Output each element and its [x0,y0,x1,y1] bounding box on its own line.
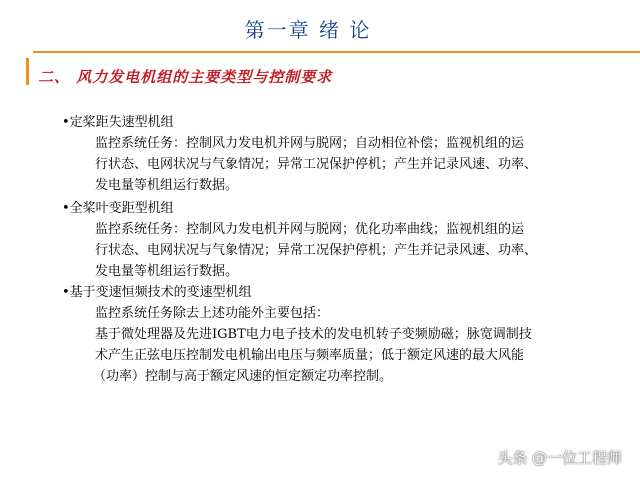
body-line: 发电量等机组运行数据。 [95,178,239,193]
body-line: （功率）控制与高于额定风速的恒定额定功率控制。 [93,369,393,384]
block-body [95,133,582,196]
left-accent-bar [26,58,29,85]
body-line: 行状态、电网状况与气象情况；异常工况保护停机；产生并记录风速、功率、 [95,243,538,258]
block-variable-speed [62,282,582,387]
body-line: 监控系统任务除去上述功能外主要包括： [95,306,330,321]
block-title: •定桨距失速型机组 [62,115,174,130]
body-line: 监控系统任务：控制风力发电机并网与脱网；优化功率曲线；监视机组的运 [95,222,525,237]
section-heading: 二、 风力发电机组的主要类型与控制要求 [38,68,333,86]
block-title: •基于变速恒频技术的变速型机组 [62,285,252,300]
chapter-title: 第一章 绪 论 [244,18,372,42]
body-line: 行状态、电网状况与气象情况；异常工况保护停机；产生并记录风速、功率、 [95,157,538,172]
block-variable-pitch [62,198,582,282]
top-divider [33,51,640,53]
block-fixed-pitch [62,112,582,196]
body-line: 发电量等机组运行数据。 [95,264,239,279]
watermark: 头条 @一位工程师 [497,449,622,467]
body-line: 基于微处理器及先进IGBT电力电子技术的发电机转子变频励磁；脉宽调制技 [95,327,532,342]
block-title: •全桨叶变距型机组 [62,201,174,216]
block-body [95,303,582,387]
block-body [95,219,582,282]
body-line: 术产生正弦电压控制发电机输出电压与频率质量；低于额定风速的最大风能 [95,348,525,363]
body-line: 监控系统任务：控制风力发电机并网与脱网；自动相位补偿；监视机组的运 [95,136,525,151]
